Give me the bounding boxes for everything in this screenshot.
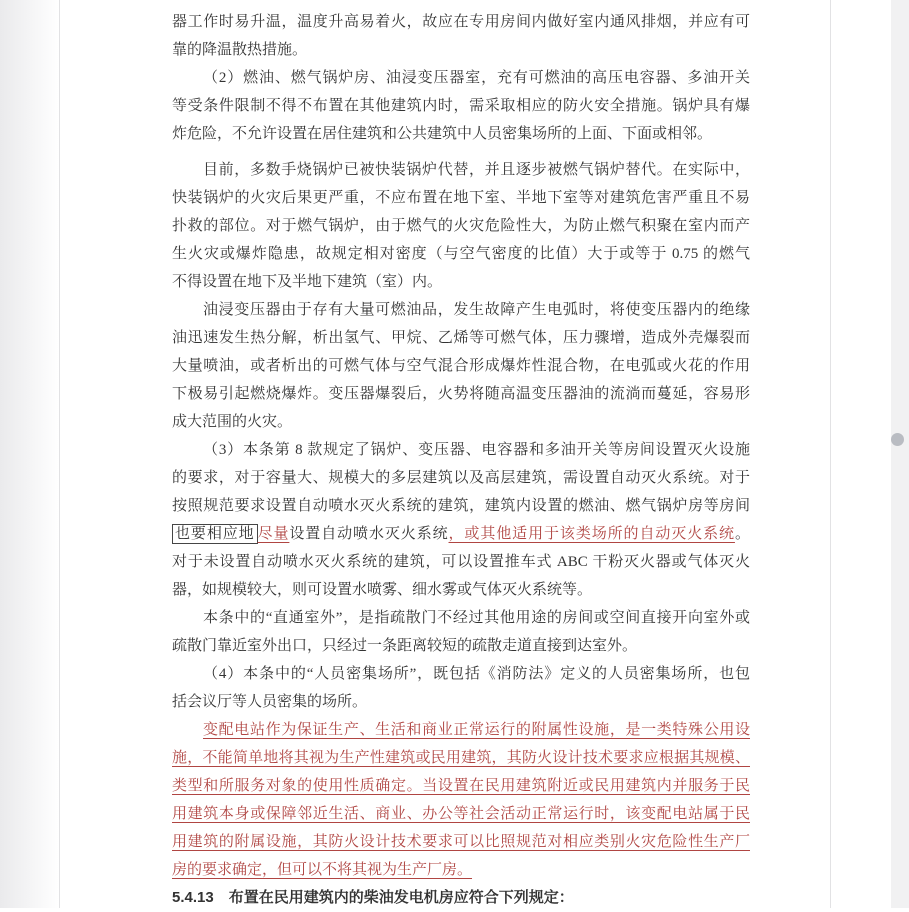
body-text: 大量喷油，或者析出的可燃气体与空气混合形成爆炸性混合物，在电弧或火花的作用 <box>172 358 750 374</box>
text-line <box>172 436 750 464</box>
body-text: 括会议厅等人员密集的场所。 <box>172 694 368 710</box>
red-underlined-text: 施，不能简单地将其视为生产性建筑或民用建筑，其防火设计技术要求应根据其规模、 <box>172 750 750 766</box>
text-line <box>172 64 750 92</box>
red-underlined-text: 类型和所服务对象的使用性质确定。当设置在民用建筑附近或民用建筑内并服务于民 <box>172 778 750 794</box>
text-line <box>172 800 750 828</box>
body-text: 按照规范要求设置自动喷水灭火系统的建筑，建筑内设置的燃油、燃气锅炉房等房间 <box>172 498 750 514</box>
body-text: （4）本条中的“人员密集场所”，既包括《消防法》定义的人员密集场所，也包 <box>203 666 750 682</box>
text-line <box>172 380 750 408</box>
body-text: 成大范围的火灾。 <box>172 414 293 430</box>
body-text: 油迅速发生热分解，析出氢气、甲烷、乙烯等可燃气体，压力骤增，造成外壳爆裂而 <box>172 330 750 346</box>
text-line <box>172 352 750 380</box>
body-text: 靠的降温散热措施。 <box>172 42 308 58</box>
body-text: 目前，多数手烧锅炉已被快装锅炉代替，并且逐步被燃气锅炉替代。在实际中， <box>203 162 750 178</box>
body-text: 不得设置在地下及半地下建筑（室）内。 <box>172 274 443 290</box>
text-line <box>172 92 750 120</box>
text-line <box>172 744 750 772</box>
document-text <box>172 8 750 912</box>
text-line <box>172 828 750 856</box>
body-text: 油浸变压器由于存有大量可燃油品，发生故障产生电弧时，将使变压器内的绝缘 <box>203 302 750 318</box>
body-text: 等受条件限制不得不布置在其他建筑内时，需采取相应的防火安全措施。锅炉具有爆 <box>172 98 750 114</box>
red-underlined-text: ，或其他适用于该类场所的自动灭火系统 <box>448 526 735 542</box>
body-text: 器，如规模较大，则可设置水喷雾、细水雾或气体灭火系统等。 <box>172 582 593 598</box>
text-line <box>172 324 750 352</box>
page-edge-shadow <box>0 0 59 908</box>
text-line <box>172 688 750 716</box>
body-text: 的要求，对于容量大、规模大的多层建筑以及高层建筑，需设置自动灭火系统。对于 <box>172 470 750 486</box>
text-line <box>172 120 750 148</box>
text-line <box>172 548 750 576</box>
body-text: 扑救的部位。对于燃气锅炉，由于燃气的火灾危险性大，为防止燃气积聚在室内而产 <box>172 218 750 234</box>
body-text: （3）本条第 8 款规定了锅炉、变压器、电容器和多油开关等房间设置灭火设施 <box>203 442 750 458</box>
body-text: 对于未设置自动喷水灭火系统的建筑，可以设置推车式 ABC 干粉灭火器或气体灭火 <box>172 554 750 570</box>
page-right-border <box>830 0 831 908</box>
red-underlined-text: 用建筑的附属设施，其防火设计技术要求可以比照规范对相应类别火灾危险性生产厂 <box>172 834 750 850</box>
body-text: 疏散门靠近室外出口，只经过一条距离较短的疏散走道直接到达室外。 <box>172 638 638 654</box>
text-line <box>172 716 750 744</box>
text-line <box>172 408 750 436</box>
text-line <box>172 520 750 548</box>
body-text: 炸危险，不允许设置在居住建筑和公共建筑中人员密集场所的上面、下面或相邻。 <box>172 126 713 142</box>
text-line <box>172 212 750 240</box>
text-line <box>172 492 750 520</box>
body-text: 。 <box>734 526 750 542</box>
red-underlined-text: 用建筑本身或保障邻近生活、商业、办公等社会活动正常运行时，该变配电站属于民 <box>172 806 750 822</box>
text-line <box>172 604 750 632</box>
text-line <box>172 36 750 64</box>
text-line <box>172 576 750 604</box>
body-text: 设置自动喷水灭火系统 <box>289 526 449 542</box>
text-line <box>172 464 750 492</box>
boxed-text: 也要相应地 <box>172 524 258 544</box>
text-line <box>172 772 750 800</box>
body-text: 快装锅炉的火灾后果更严重，不应布置在地下室、半地下室等对建筑危害严重且不易 <box>172 190 750 206</box>
text-line <box>172 296 750 324</box>
text-line <box>172 660 750 688</box>
body-text: 下极易引起燃烧爆炸。变压器爆裂后，火势将随高温变压器油的流淌而蔓延，容易形 <box>172 386 750 402</box>
text-line <box>172 184 750 212</box>
page-left-border <box>59 0 60 908</box>
scrollbar-thumb[interactable] <box>891 433 904 446</box>
text-line <box>172 632 750 660</box>
red-underlined-text: 尽量 <box>257 526 290 542</box>
red-underlined-text: 房的要求确定，但可以不将其视为生产厂房。 <box>172 862 473 878</box>
body-text: （2）燃油、燃气锅炉房、油浸变压器室，充有可燃油的高压电容器、多油开关 <box>203 70 750 86</box>
text-line <box>172 240 750 268</box>
text-line <box>172 268 750 296</box>
body-text: 生火灾或爆炸隐患，故规定相对密度（与空气密度的比值）大于或等于 0.75 的燃气 <box>172 246 750 262</box>
section-heading-text: 5.4.13 布置在民用建筑内的柴油发电机房应符合下列规定： <box>172 889 574 906</box>
text-line <box>172 856 750 884</box>
text-line <box>172 156 750 184</box>
text-line <box>172 8 750 36</box>
body-text: 器工作时易升温，温度升高易着火，故应在专用房间内做好室内通风排烟，并应有可 <box>172 14 750 30</box>
body-text: 本条中的“直通室外”，是指疏散门不经过其他用途的房间或空间直接开向室外或 <box>203 610 750 626</box>
red-underlined-text: 变配电站作为保证生产、生活和商业正常运行的附属性设施，是一类特殊公用设 <box>203 722 750 738</box>
scrollbar-track[interactable] <box>891 0 909 908</box>
